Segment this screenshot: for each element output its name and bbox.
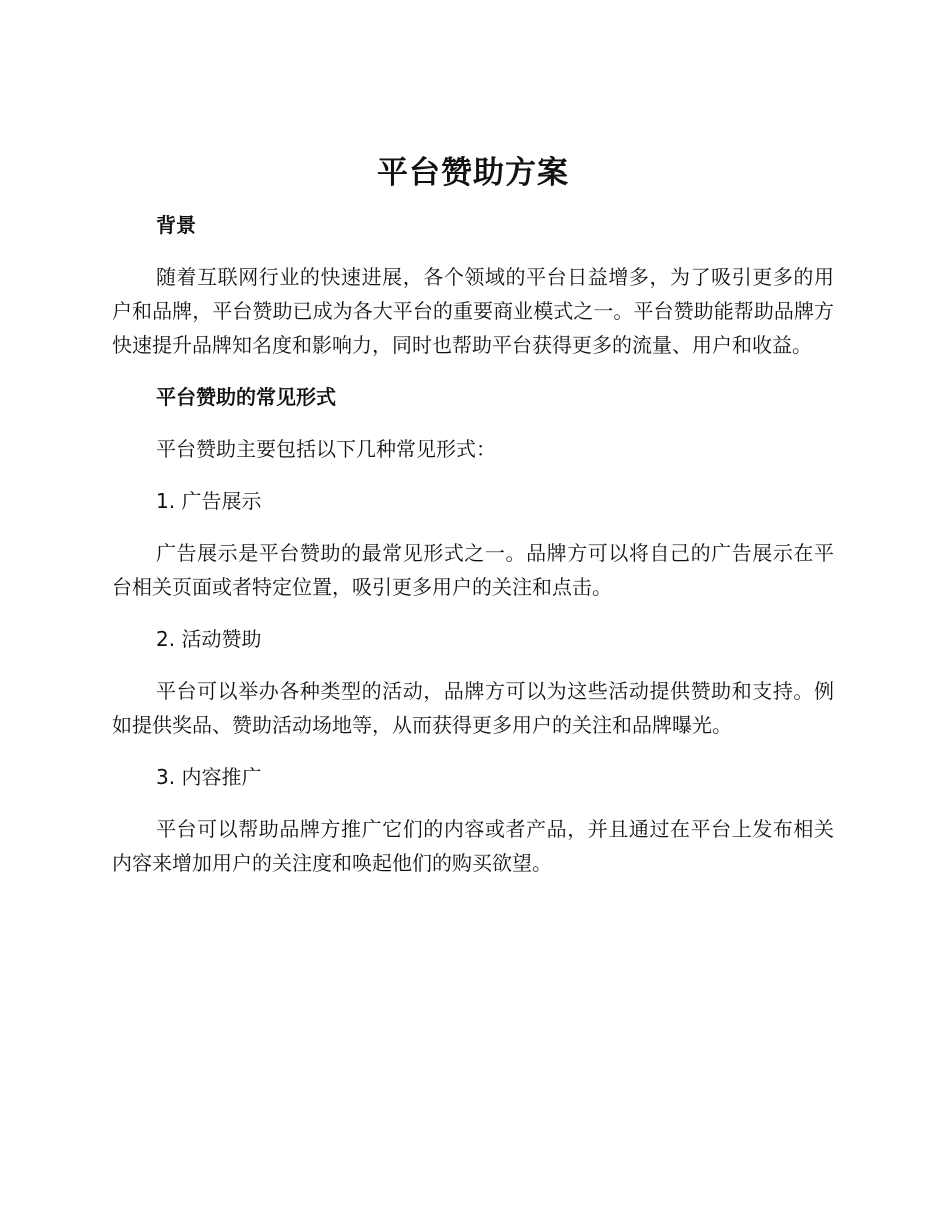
page-title: 平台赞助方案 [377, 155, 569, 191]
item-heading-ad-display: 1. 广告展示 [156, 489, 262, 513]
section-heading-background: 背景 [156, 213, 196, 237]
background-paragraph: 随着互联网行业的快速进展，各个领域的平台日益增多，为了吸引更多的用户和品牌，平台赞助已成为各大平台的重要商业模式之一。平台赞助能帮助品牌方快速提升品牌知名度和影响力，同时也帮助平台获得更多的流量、用户和收益。 [112, 265, 834, 357]
section-heading-common-forms: 平台赞助的常见形式 [156, 385, 336, 409]
item-heading-event-sponsorship: 2. 活动赞助 [156, 627, 262, 651]
common-forms-intro: 平台赞助主要包括以下几种常见形式： [156, 437, 496, 461]
item-text-event-sponsorship: 平台可以举办各种类型的活动，品牌方可以为这些活动提供赞助和支持。例如提供奖品、赞助活动场地等，从而获得更多用户的关注和品牌曝光。 [112, 679, 834, 737]
document-content [112, 150, 834, 898]
item-heading-content-promotion: 3. 内容推广 [156, 765, 262, 789]
item-text-ad-display: 广告展示是平台赞助的最常见形式之一。品牌方可以将自己的广告展示在平台相关页面或者特定位置，吸引更多用户的关注和点击。 [112, 541, 834, 599]
item-text-content-promotion: 平台可以帮助品牌方推广它们的内容或者产品，并且通过在平台上发布相关内容来增加用户的关注度和唤起他们的购买欲望。 [112, 817, 834, 875]
